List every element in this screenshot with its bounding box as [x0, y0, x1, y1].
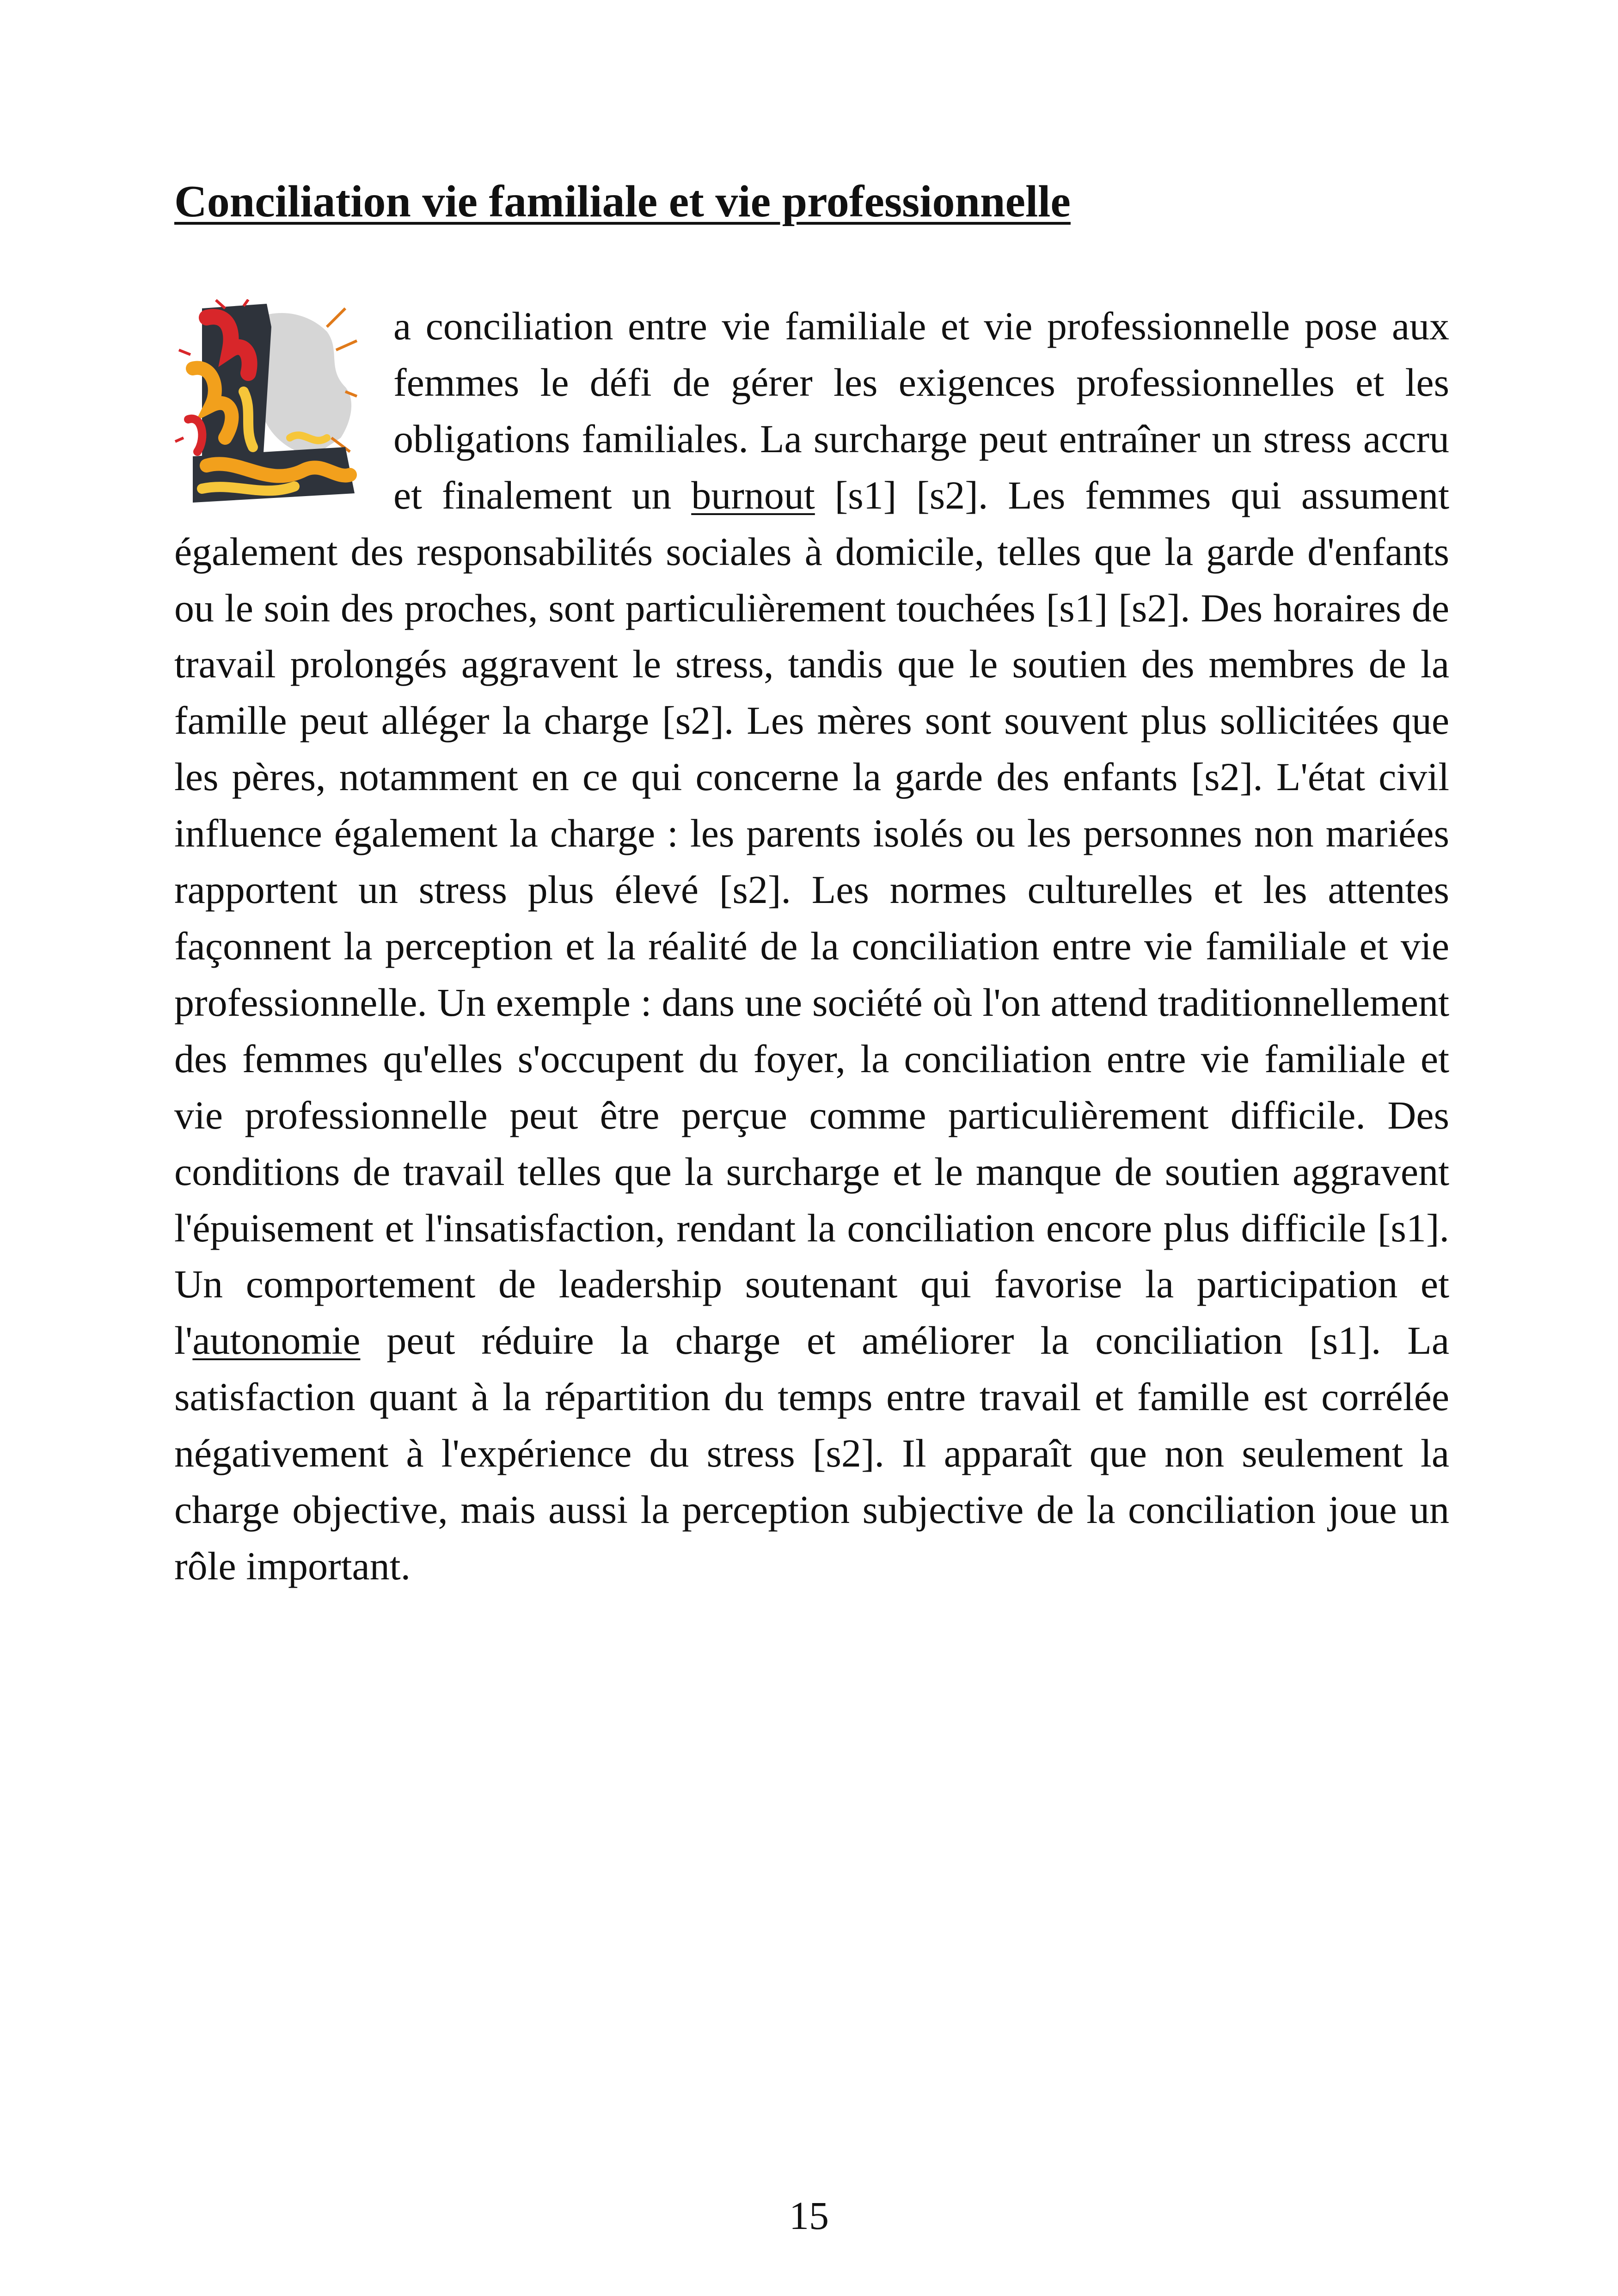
glossary-term-link: burnout	[691, 473, 815, 517]
paragraph-text-run: a conciliation entre vie familiale et vie professionnelle pose aux femmes le défi de gérer les exigences professionnelles et les obligations familiales. La surcharge peut entraîner un stress accru et finalement un	[393, 304, 1449, 517]
body-paragraph	[174, 298, 1449, 1595]
page-number: 15	[789, 2193, 829, 2238]
section-heading: Conciliation vie familiale et vie professionnelle	[174, 177, 1071, 227]
paragraph-text-run: [s1] [s2]. Les femmes qui assument également des responsabilités sociales à domicile, telles que la garde d'enfants ou le soin des proches, sont particulièrement touchées [s1] [s2]. Des horaires de travail prolongés aggravent le stress, tandis que le soutien des membres de la famille peut alléger la charge [s2]. Les mères sont souvent plus sollicitées que les pères, notamment en ce qui concerne la garde des enfants [s2]. L'état civil influence également la charge : les parents isolés ou les personnes non mariées rapportent un stress plus élevé [s2]. Les normes culturelles et les attentes façonnent la perception et la réalité de la conciliation entre vie familiale et vie professionnelle. Un exemple : dans une société où l'on attend traditionnellement des femmes qu'elles s'occupent du foyer, la conciliation entre vie familiale et vie professionnelle peut être perçue comme particulièrement difficile. Des conditions de travail telles que la surcharge et le manque de soutien aggravent l'épuisement et l'insatisfaction, rendant la conciliation encore plus difficile [s1]. Un comportement de leadership soutenant qui favorise la participation et l'	[174, 473, 1450, 1363]
decorative-dropcap-image	[174, 299, 360, 512]
glossary-term-link: autonomie	[192, 1318, 361, 1363]
paragraph-text-run: peut réduire la charge et améliorer la conciliation [s1]. La satisfaction quant à la répartition du temps entre travail et famille est corrélée négativement à l'expérience du stress [s2]. Il apparaît que non seulement la charge objective, mais aussi la perception subjective de la conciliation joue un rôle important.	[174, 1318, 1449, 1588]
